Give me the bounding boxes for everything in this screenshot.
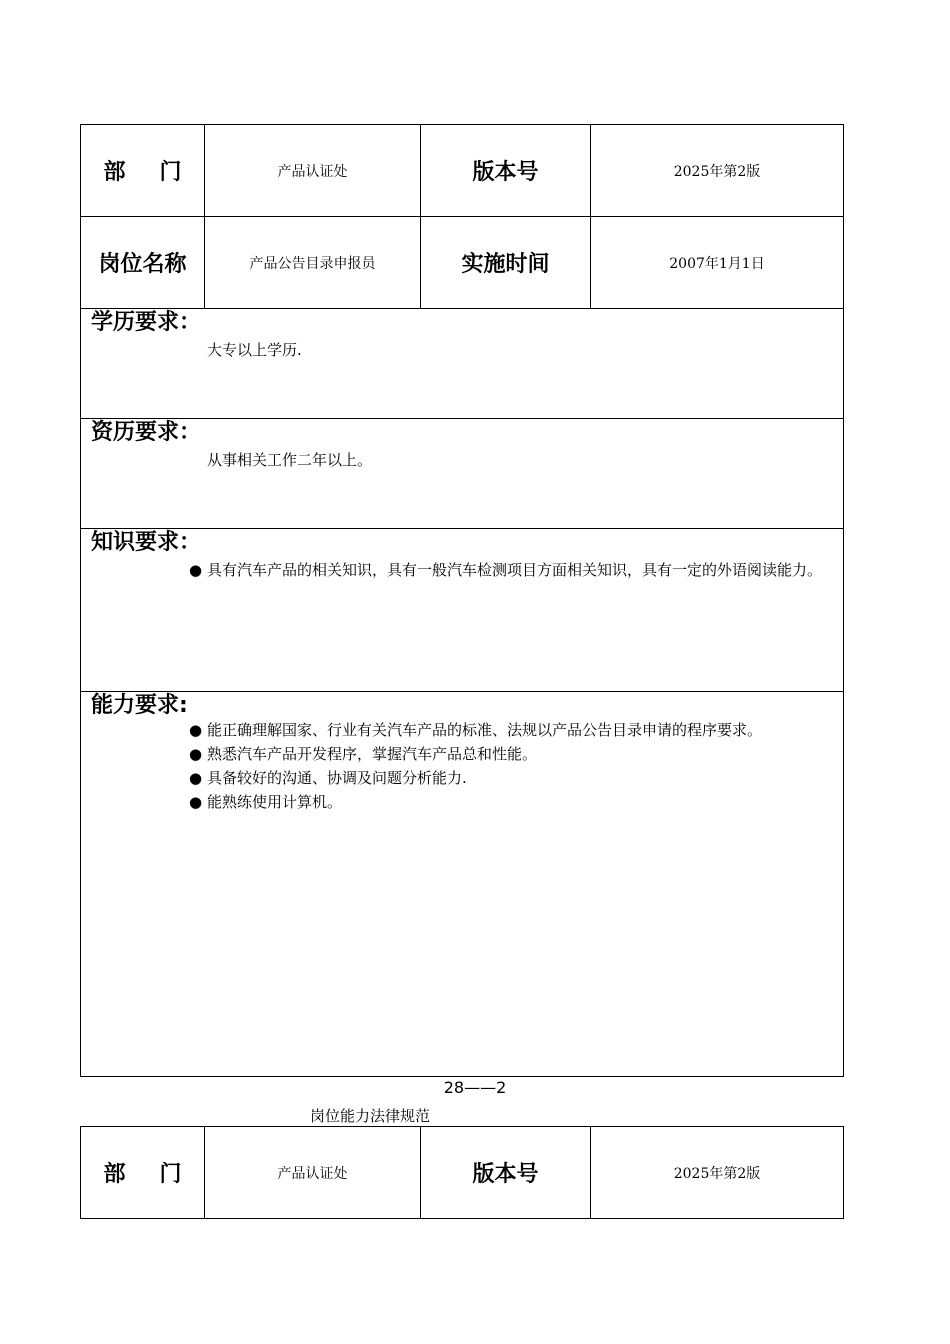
list-item [189, 742, 835, 766]
bullet-icon: ● [189, 793, 203, 811]
version-value: 2025年第2版 [673, 1165, 761, 1182]
dept-value: 产品认证处 [277, 1165, 348, 1182]
date-value-cell [591, 217, 843, 308]
dept-label-cell [81, 125, 216, 216]
header-row-position [81, 217, 843, 309]
section-body [207, 447, 835, 473]
dept-label: 部门 [103, 1162, 216, 1187]
position-label: 岗位名称 [98, 252, 187, 277]
job-spec-form [80, 124, 844, 1077]
version-value: 2025年第2版 [673, 163, 761, 180]
dept-value-cell [205, 1127, 421, 1218]
dept-value: 产品认证处 [277, 163, 348, 180]
list-item [189, 557, 835, 583]
version-label: 版本号 [472, 160, 539, 185]
section-education [81, 309, 843, 419]
date-label-cell [421, 217, 591, 308]
dept-label-cell [81, 1127, 216, 1218]
section-body [207, 337, 835, 363]
bullet-icon: ● [189, 561, 203, 579]
section-title: 资历要求： [91, 420, 202, 445]
list-item-text: 具有汽车产品的相关知识，具有一般汽车检测项目方面相关知识，具有一定的外语阅读能力。 [207, 561, 823, 579]
list-item-text: 能正确理解国家、行业有关汽车产品的标准、法规以产品公告目录申请的程序要求。 [207, 721, 763, 739]
page-number: 28——2 [443, 1078, 507, 1097]
experience-text: 从事相关工作二年以上。 [207, 451, 373, 469]
version-value-cell [591, 1127, 843, 1218]
list-item [189, 766, 835, 790]
date-label: 实施时间 [461, 252, 550, 277]
document-title: 岗位能力法律规范 [310, 1107, 431, 1125]
date-value: 2007年1月1日 [669, 255, 765, 272]
section-knowledge [81, 529, 843, 692]
list-item-text: 熟悉汽车产品开发程序，掌握汽车产品总和性能。 [207, 745, 538, 763]
section-body [189, 718, 835, 814]
position-label-cell [81, 217, 205, 308]
version-label-cell [421, 1127, 591, 1218]
position-value-cell [205, 217, 421, 308]
list-item [189, 790, 835, 814]
list-item [189, 718, 835, 742]
education-text: 大专以上学历. [207, 341, 302, 359]
dept-value-cell [205, 125, 421, 216]
list-item-text: 具备较好的沟通、协调及问题分析能力. [207, 769, 467, 787]
section-body [189, 557, 835, 583]
version-label-cell [421, 125, 591, 216]
section-experience [81, 419, 843, 529]
position-value: 产品公告目录申报员 [249, 255, 376, 272]
section-title: 知识要求： [91, 530, 202, 555]
dept-label: 部门 [103, 160, 216, 185]
version-value-cell [591, 125, 843, 216]
header-row-department [81, 1127, 843, 1218]
header-row-department [81, 125, 843, 217]
section-title: 能力要求: [91, 693, 188, 718]
bullet-icon: ● [189, 721, 203, 739]
version-label: 版本号 [472, 1162, 539, 1187]
section-title: 学历要求： [91, 310, 202, 335]
bullet-icon: ● [189, 769, 203, 787]
next-page-form [80, 1126, 844, 1219]
list-item-text: 能熟练使用计算机。 [207, 793, 343, 811]
section-ability [81, 692, 843, 1076]
bullet-icon: ● [189, 745, 203, 763]
